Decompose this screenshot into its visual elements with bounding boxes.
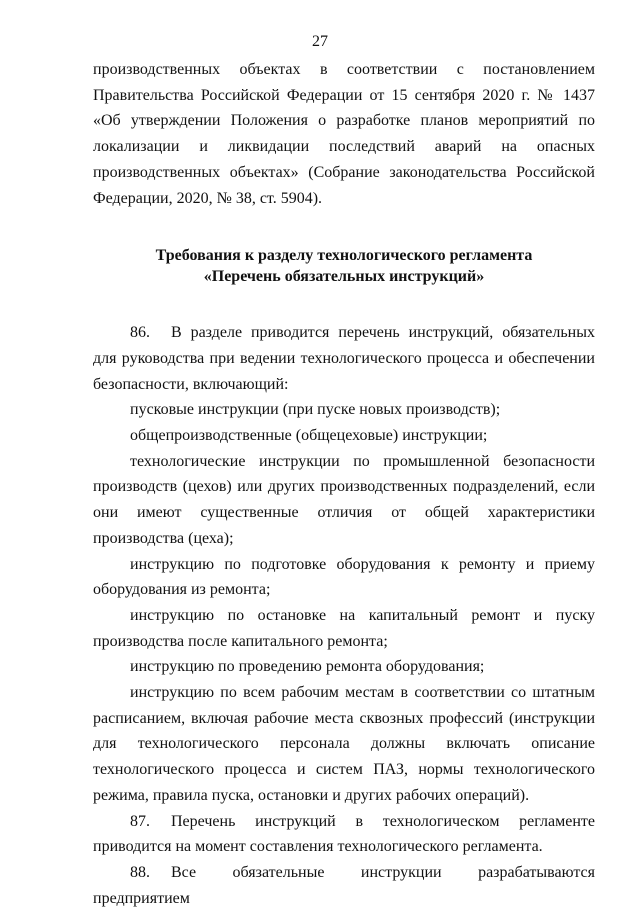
list-item-general-instructions: общепроизводственные (общецеховые) инструкции;: [130, 427, 488, 445]
section-heading: [93, 245, 595, 287]
page-number: 27: [312, 33, 328, 50]
list-item-workplace-instructions: инструкцию по всем рабочим местам в соответствии со штатным расписанием, включая рабочие места сквозных профессий (инструкции для технологического персонала должны включать описание технологического процесса и систем ПАЗ, нормы технологического режима, правила пуска, остановки и других рабочих операций).: [93, 684, 595, 804]
list-item-technological-instructions: технологические инструкции по промышленной безопасности производств (цехов) или других производственных подразделений, если они имеют существенные отличия от общей характеристики производства (цеха);: [93, 452, 595, 547]
section-heading-line-1: Требования к разделу технологического регламента: [155, 247, 533, 265]
paragraph-86: [93, 320, 595, 397]
paragraph-number: 86.: [130, 324, 150, 342]
paragraph-text: В разделе приводится перечень инструкций, обязательных для руководства при ведении технологического процесса и обеспечении безопасности, включающий:: [93, 324, 595, 393]
list-item-shutdown-instructions: инструкцию по остановке на капитальный ремонт и пуску производства после капитального ремонта;: [93, 606, 595, 650]
list-item-startup-instructions: пусковые инструкции (при пуске новых производств);: [130, 401, 501, 419]
paragraph-number: 87.: [130, 812, 150, 830]
paragraph-number: 88.: [130, 863, 150, 881]
paragraph-text: Перечень инструкций в технологическом регламенте приводится на момент составления технологического регламента.: [93, 812, 595, 856]
document-body: [93, 57, 595, 911]
paragraph-88: [93, 860, 595, 911]
paragraph-text: Все обязательные инструкции разрабатываются предприятием: [93, 863, 595, 907]
section-heading-line-2: «Перечень обязательных инструкций»: [203, 268, 485, 286]
continuation-paragraph: производственных объектах в соответствии с постановлением Правительства Российской Федерации от 15 сентября 2020 г. № 1437 «Об утверждении Положения о разработке планов мероприятий по локализации и ликвидации последствий аварий на опасных производственных объектах» (Собрание законодательства Российской Федерации, 2020, № 38, ст. 5904).: [93, 61, 595, 207]
list-item-repair-preparation: инструкцию по подготовке оборудования к ремонту и приему оборудования из ремонта;: [93, 555, 595, 599]
list-item-repair-instructions: инструкцию по проведению ремонта оборудования;: [130, 658, 485, 676]
paragraph-87: [93, 809, 595, 860]
